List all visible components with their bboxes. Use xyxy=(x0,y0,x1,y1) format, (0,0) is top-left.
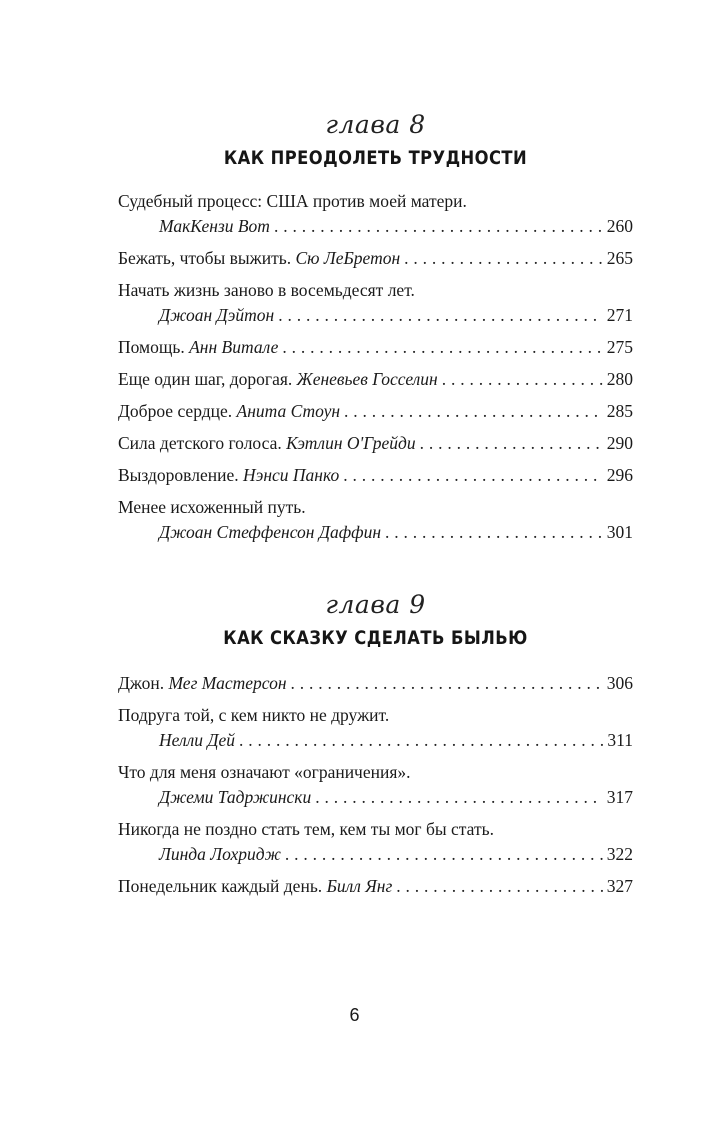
dot-leader xyxy=(343,464,603,487)
toc-entry-page: 317 xyxy=(606,787,633,807)
toc-entry-author: Нелли Дей xyxy=(159,730,236,750)
toc-entry-title-line xyxy=(118,279,633,303)
toc-entry xyxy=(118,247,633,271)
dot-leader xyxy=(285,843,603,866)
toc-entry-line xyxy=(118,368,633,392)
toc-entry-author: МакКензи Вот xyxy=(159,216,270,236)
toc-entry xyxy=(118,279,633,328)
toc-entry-author-line xyxy=(118,304,633,328)
toc-entry xyxy=(118,368,633,392)
toc-entry-line xyxy=(118,247,633,271)
toc-entry-author-line xyxy=(118,843,633,867)
chapter-9-section xyxy=(118,590,633,907)
toc-entry-author-line xyxy=(118,729,633,753)
toc-entry-title: Бежать, чтобы выжить. xyxy=(118,248,292,268)
toc-entry-page: 275 xyxy=(606,337,633,357)
dot-leader xyxy=(291,672,603,695)
chapter-title: КАК СКАЗКУ СДЕЛАТЬ БЫЛЬЮ xyxy=(223,627,528,649)
toc-entry-title: Помощь. xyxy=(118,337,185,357)
toc-entry-line xyxy=(118,875,633,899)
toc-entry-author-line xyxy=(118,786,633,810)
dot-leader xyxy=(385,521,603,544)
dot-leader xyxy=(396,875,602,898)
toc-entry-author: Сю ЛеБретон xyxy=(295,248,401,268)
toc-entry-page: 306 xyxy=(606,673,633,693)
toc-entry-line xyxy=(118,336,633,360)
toc-entry xyxy=(118,496,633,545)
toc-entry-page: 260 xyxy=(606,216,633,236)
chapter-label: глава 9 xyxy=(325,590,426,619)
toc-entry-page: 285 xyxy=(606,401,633,421)
toc-entry-title: Никогда не поздно стать тем, кем ты мог бы стать. xyxy=(118,819,494,839)
toc-entry-author: Анита Стоун xyxy=(236,401,341,421)
toc-entry-page: 322 xyxy=(606,844,633,864)
toc-entry-page: 290 xyxy=(606,433,633,453)
toc-entry-page: 301 xyxy=(606,522,633,542)
toc-entry-author: Линда Лохридж xyxy=(159,844,281,864)
toc-entry-page: 311 xyxy=(607,730,633,750)
toc-entry-author: Кэтлин О'Грейди xyxy=(286,433,416,453)
toc-entry xyxy=(118,704,633,753)
dot-leader xyxy=(274,215,603,238)
toc-entry-title: Джон. xyxy=(118,673,165,693)
toc-entry xyxy=(118,818,633,867)
toc-entry-title: Еще один шаг, дорогая. xyxy=(118,369,293,389)
toc-entry xyxy=(118,672,633,696)
chapter-label: глава 8 xyxy=(325,110,426,139)
dot-leader xyxy=(278,304,603,327)
toc-entry-author: Анн Витале xyxy=(189,337,279,357)
toc-entry-title: Доброе сердце. xyxy=(118,401,233,421)
chapter-8-section xyxy=(118,110,633,553)
dot-leader xyxy=(420,432,603,455)
toc-entry-title: Что для меня означают «ограничения». xyxy=(118,762,411,782)
toc-entry-author-line xyxy=(118,521,633,545)
toc-entry-title-line xyxy=(118,190,633,214)
toc-list xyxy=(118,190,633,545)
toc-entry-title-line xyxy=(118,496,633,520)
toc-entry xyxy=(118,875,633,899)
toc-entry-title: Подруга той, с кем никто не дружит. xyxy=(118,705,390,725)
toc-entry-page: 327 xyxy=(606,876,633,896)
toc-entry-page: 271 xyxy=(606,305,633,325)
toc-entry xyxy=(118,336,633,360)
toc-entry-author: Мег Мастерсон xyxy=(168,673,287,693)
toc-entry-author: Нэнси Панко xyxy=(242,465,340,485)
page-number: 6 xyxy=(349,1005,360,1025)
toc-entry-line xyxy=(118,432,633,456)
toc-entry xyxy=(118,464,633,488)
dot-leader xyxy=(239,729,603,752)
dot-leader xyxy=(442,368,603,391)
toc-entry-author: Джоан Стеффенсон Даффин xyxy=(159,522,382,542)
dot-leader xyxy=(404,247,603,270)
toc-entry xyxy=(118,400,633,424)
toc-entry-line xyxy=(118,400,633,424)
toc-entry xyxy=(118,761,633,810)
toc-entry-author: Джеми Тадржински xyxy=(159,787,312,807)
dot-leader xyxy=(344,400,603,423)
toc-entry-title: Судебный процесс: США против моей матери. xyxy=(118,191,467,211)
toc-entry-line xyxy=(118,464,633,488)
toc-entry-title: Менее исхоженный путь. xyxy=(118,497,306,517)
toc-entry-line xyxy=(118,672,633,696)
toc-entry-title: Начать жизнь заново в восемьдесят лет. xyxy=(118,280,415,300)
toc-entry-author: Билл Янг xyxy=(326,876,393,896)
chapter-title: КАК ПРЕОДОЛЕТЬ ТРУДНОСТИ xyxy=(223,147,528,169)
toc-entry-author-line xyxy=(118,215,633,239)
toc-entry-page: 280 xyxy=(606,369,633,389)
toc-entry-page: 296 xyxy=(606,465,633,485)
toc-entry-author: Джоан Дэйтон xyxy=(159,305,275,325)
toc-entry-page: 265 xyxy=(606,248,633,268)
toc-entry-title: Понедельник каждый день. xyxy=(118,876,323,896)
dot-leader xyxy=(282,336,602,359)
toc-entry-title-line xyxy=(118,761,633,785)
toc-entry xyxy=(118,432,633,456)
toc-list xyxy=(118,672,633,899)
toc-entry-title: Выздоровление. xyxy=(118,465,239,485)
toc-entry-title-line xyxy=(118,818,633,842)
dot-leader xyxy=(315,786,603,809)
toc-entry-author: Женевьев Госселин xyxy=(296,369,438,389)
toc-entry xyxy=(118,190,633,239)
toc-entry-title: Сила детского голоса. xyxy=(118,433,282,453)
toc-entry-title-line xyxy=(118,704,633,728)
